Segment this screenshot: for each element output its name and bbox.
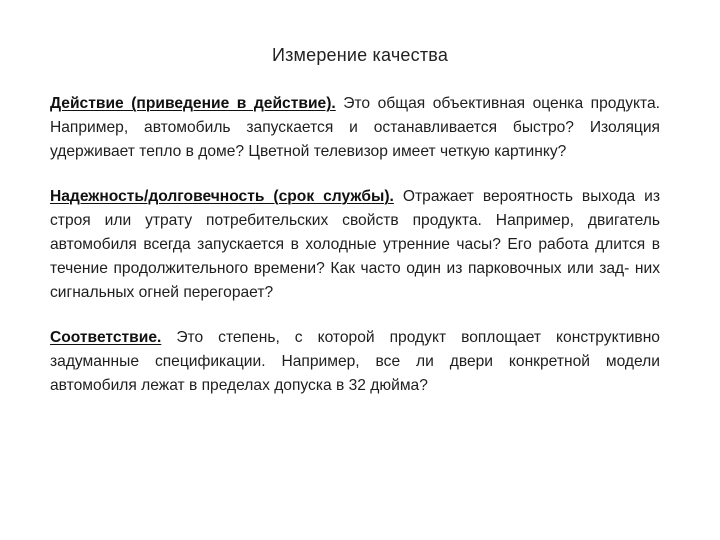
paragraph-performance xyxy=(50,92,660,165)
term-reliability: Надежность/долговечность (срок службы). xyxy=(50,187,394,205)
paragraph-text: Это общая объективная оценка продукта. Например, автомобиль запускается и останавливается быстро? Изоляция удерживает тепло в доме? Цветной телевизор имеет четкую картинку? xyxy=(50,95,660,161)
paragraph-text: Отражает вероятность выхода из строя или утрату потребительских свойств продукта. Например, двигатель автомобиля всегда запускается в холодные утренние часы? Его работа длится в течение продолжительного времени? Как часто один из парковочных или зад- них сигнальных огней перегорает? xyxy=(50,187,660,302)
slide-body xyxy=(50,92,660,418)
term-performance: Действие (приведение в действие). xyxy=(50,95,336,112)
term-conformance: Соответствие. xyxy=(50,328,162,346)
paragraph-conformance xyxy=(50,326,660,399)
paragraph-reliability xyxy=(50,185,660,306)
slide-title: Измерение качества xyxy=(271,45,449,65)
paragraph-text: Это степень, с которой продукт воплощает конструктивно задуманные спецификации. Например, все ли двери конкретной модели автомобиля лежат в пределах допуска в 32 дюйма? xyxy=(50,328,660,395)
